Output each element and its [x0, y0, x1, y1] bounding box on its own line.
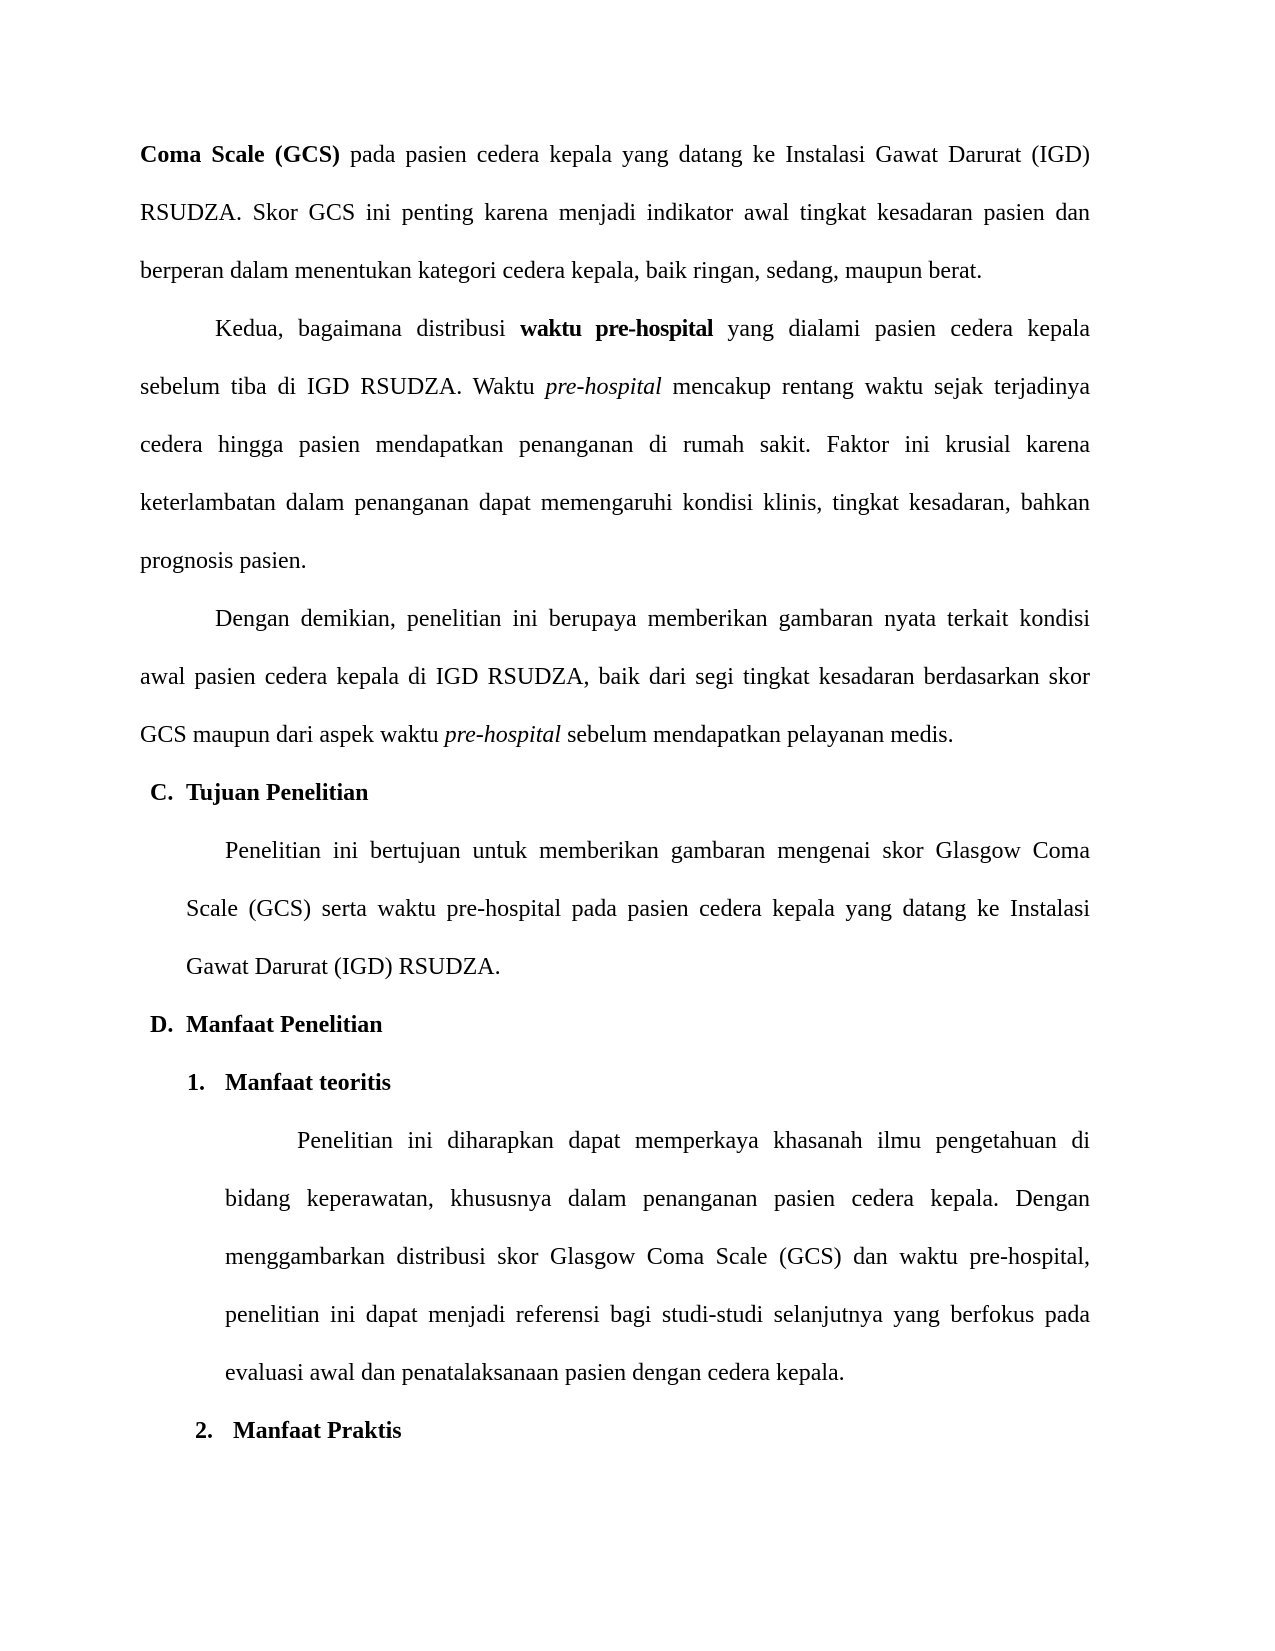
subsection-heading-1-manfaat-teoritis — [187, 1054, 1090, 1112]
bold-run-waktu-prehospital: waktu pre-hospital — [520, 316, 713, 342]
heading-label: Manfaat Penelitian — [186, 1012, 383, 1038]
heading-marker: C. — [150, 780, 174, 806]
heading-marker: 1. — [187, 1070, 205, 1096]
section-heading-c-tujuan-penelitian — [150, 764, 1090, 822]
heading-label: Manfaat teoritis — [225, 1070, 391, 1096]
paragraph-gcs-continuation — [140, 126, 1090, 300]
heading-label: Tujuan Penelitian — [186, 780, 369, 806]
italic-run-prehospital: pre-hospital — [444, 722, 562, 748]
italic-run-prehospital: pre-hospital — [545, 374, 662, 400]
text-run: yang dialami pasien cedera kepala sebelum tiba di IGD RSUDZA. Waktu — [140, 316, 1090, 400]
bold-run-coma-scale: Coma Scale (GCS) — [140, 142, 341, 168]
section-heading-d-manfaat-penelitian — [150, 996, 1090, 1054]
paragraph-waktu-prehospital — [140, 300, 1090, 590]
paragraph-tujuan-penelitian: Penelitian ini bertujuan untuk memberikan gambaran mengenai skor Glasgow Coma Scale (GCS) serta waktu pre-hospital pada pasien cedera kepala yang datang ke Instalasi Gawat Darurat (IGD) RSUDZA. — [186, 838, 1090, 980]
text-run: Kedua, bagaimana distribusi — [215, 316, 521, 342]
text-run: Dengan demikian, penelitian ini berupaya memberikan gambaran nyata terkait kondisi awal pasien cedera kepala di IGD RSUDZA, baik dari segi tingkat kesadaran berdasarkan skor GCS maupun dari aspek waktu — [140, 606, 1090, 748]
text-run: mencakup rentang waktu sejak terjadinya cedera hingga pasien mendapatkan penanganan di rumah sakit. Faktor ini krusial karena keterlambatan dalam penanganan dapat memengaruhi kondisi klinis, tingkat kesadaran, bahkan prognosis pasien. — [140, 374, 1090, 574]
heading-marker: D. — [150, 1012, 174, 1038]
subsection-heading-2-manfaat-praktis — [195, 1402, 1090, 1460]
paragraph-manfaat-teoritis: Penelitian ini diharapkan dapat memperkaya khasanah ilmu pengetahuan di bidang keperawatan, khususnya dalam penanganan pasien cedera kepala. Dengan menggambarkan distribusi skor Glasgow Coma Scale (GCS) dan waktu pre-hospital, penelitian ini dapat menjadi referensi bagi studi-studi selanjutnya yang berfokus pada evaluasi awal dan penatalaksanaan pasien dengan cedera kepala. — [225, 1128, 1090, 1386]
paragraph-dengan-demikian — [140, 590, 1090, 764]
heading-label: Manfaat Praktis — [233, 1418, 402, 1444]
heading-marker: 2. — [195, 1418, 213, 1444]
text-run: pada pasien cedera kepala yang datang ke Instalasi Gawat Darurat (IGD) RSUDZA. Skor GCS ini penting karena menjadi indikator awal tingkat kesadaran pasien dan berperan dalam menentukan kategori cedera kepala, baik ringan, sedang, maupun berat. — [140, 142, 1090, 284]
text-run: sebelum mendapatkan pelayanan medis. — [561, 722, 954, 748]
